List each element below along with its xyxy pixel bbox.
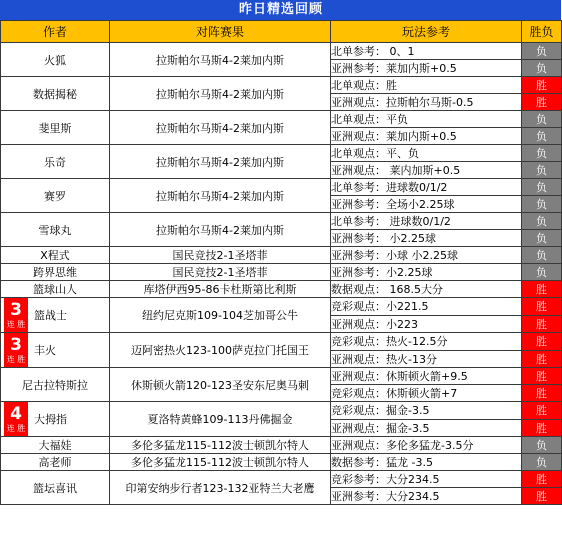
match-result: 国民竞技2-1圣塔菲	[110, 264, 331, 281]
results-table	[0, 20, 562, 505]
table-row	[1, 247, 562, 264]
play-reference: 亚洲参考：小球 小2.25球	[331, 247, 522, 264]
author-name: X程式	[40, 249, 70, 262]
match-result: 拉斯帕尔马斯4-2莱加内斯	[110, 213, 331, 247]
match-result: 拉斯帕尔马斯4-2莱加内斯	[110, 77, 331, 111]
win-streak-badge	[4, 298, 28, 332]
table-row	[1, 179, 562, 196]
match-result: 拉斯帕尔马斯4-2莱加内斯	[110, 43, 331, 77]
play-reference: 亚洲观点： 莱内加斯+0.5	[331, 162, 522, 179]
match-result: 拉斯帕尔马斯4-2莱加内斯	[110, 179, 331, 213]
table-row	[1, 437, 562, 454]
table-row	[1, 402, 562, 420]
play-reference: 竞彩观点：掘金-3.5	[331, 402, 522, 420]
play-reference: 亚洲观点：休斯顿火箭+9.5	[331, 368, 522, 385]
match-result: 库塔伊西95-86卡杜斯第比利斯	[110, 281, 331, 298]
play-reference: 北单参考：进球数0/1/2	[331, 179, 522, 196]
match-result: 迈阿密热火123-100萨克拉门托国王	[110, 333, 331, 368]
match-result: 印第安纳步行者123-132亚特兰大老鹰	[110, 471, 331, 505]
play-reference: 北单观点：平负	[331, 111, 522, 128]
author-name: 尼古拉特斯拉	[22, 378, 88, 392]
author-cell	[1, 145, 110, 179]
play-reference: 亚洲观点：多伦多猛龙-3.5分	[331, 437, 522, 454]
author-cell	[1, 77, 110, 111]
table-row	[1, 333, 562, 351]
match-result: 休斯顿火箭120-123圣安东尼奥马刺	[110, 368, 331, 402]
play-reference: 数据参考：猛龙 -3.5	[331, 454, 522, 471]
result-win-badge: 胜	[522, 488, 562, 505]
author-cell	[1, 43, 110, 77]
win-streak-badge	[4, 402, 28, 436]
table-row	[1, 213, 562, 230]
play-reference: 竞彩观点：小221.5	[331, 298, 522, 316]
match-result: 夏洛特黄蜂109-113丹佛掘金	[110, 402, 331, 437]
table-row	[1, 111, 562, 128]
match-result: 多伦多猛龙115-112波士顿凯尔特人	[110, 437, 331, 454]
author-cell	[1, 298, 110, 333]
match-result: 纽约尼克斯109-104芝加哥公牛	[110, 298, 331, 333]
author-name: 乐奇	[44, 155, 66, 169]
result-win-badge: 胜	[522, 385, 562, 402]
author-cell	[1, 402, 110, 437]
author-name: 数据揭秘	[33, 87, 77, 101]
result-lose-badge: 负	[522, 128, 562, 145]
result-lose-badge: 负	[522, 230, 562, 247]
table-row	[1, 298, 562, 316]
results-body	[1, 43, 562, 505]
header-match: 对阵赛果	[110, 21, 331, 43]
author-name: 斐里斯	[38, 121, 72, 135]
author-cell	[1, 454, 110, 471]
result-lose-badge: 负	[522, 454, 562, 471]
result-lose-badge: 负	[522, 60, 562, 77]
header-result: 胜负	[522, 21, 562, 43]
play-reference: 北单参考： 0、1	[331, 43, 522, 60]
play-reference: 北单观点：胜	[331, 77, 522, 94]
author-name: 篮战士	[34, 309, 67, 322]
result-win-badge: 胜	[522, 368, 562, 385]
table-row	[1, 77, 562, 94]
author-name: 跨界思维	[33, 266, 77, 279]
play-reference: 竞彩观点：休斯顿火箭+7	[331, 385, 522, 402]
result-lose-badge: 负	[522, 162, 562, 179]
win-streak-count: 4	[10, 404, 22, 424]
author-cell	[1, 247, 110, 264]
header-play: 玩法参考	[331, 21, 522, 43]
author-cell	[1, 368, 110, 402]
play-reference: 北单观点：平、负	[331, 145, 522, 162]
match-result: 多伦多猛龙115-112波士顿凯尔特人	[110, 454, 331, 471]
play-reference: 亚洲参考：小2.25球	[331, 264, 522, 281]
match-result: 拉斯帕尔马斯4-2莱加内斯	[110, 145, 331, 179]
win-streak-label: 连 胜	[6, 424, 26, 433]
result-win-badge: 胜	[522, 298, 562, 316]
author-name: 篮坛喜讯	[33, 481, 77, 495]
play-reference: 亚洲观点：掘金-3.5	[331, 419, 522, 437]
header-author: 作者	[1, 21, 110, 43]
result-win-badge: 胜	[522, 333, 562, 351]
table-row	[1, 145, 562, 162]
result-lose-badge: 负	[522, 213, 562, 230]
panel-title: 昨日精选回顾	[0, 0, 561, 20]
author-cell	[1, 437, 110, 454]
win-streak-count: 3	[10, 300, 22, 320]
author-cell	[1, 264, 110, 281]
result-lose-badge: 负	[522, 145, 562, 162]
play-reference: 亚洲参考：全场小2.25球	[331, 196, 522, 213]
match-result: 国民竞技2-1圣塔菲	[110, 247, 331, 264]
result-win-badge: 胜	[522, 402, 562, 420]
result-win-badge: 胜	[522, 471, 562, 488]
result-lose-badge: 负	[522, 196, 562, 213]
play-reference: 亚洲观点：莱加内斯+0.5	[331, 128, 522, 145]
result-win-badge: 胜	[522, 77, 562, 94]
result-win-badge: 胜	[522, 350, 562, 368]
author-name: 丰火	[34, 344, 56, 357]
author-name: 高老师	[38, 456, 72, 469]
table-row	[1, 281, 562, 298]
match-result: 拉斯帕尔马斯4-2莱加内斯	[110, 111, 331, 145]
play-reference: 竞彩参考：大分234.5	[331, 471, 522, 488]
result-win-badge: 胜	[522, 419, 562, 437]
table-row	[1, 43, 562, 60]
author-cell	[1, 111, 110, 145]
author-cell	[1, 333, 110, 368]
author-name: 火狐	[44, 53, 66, 67]
win-streak-label: 连 胜	[6, 355, 26, 364]
author-name: 篮球山人	[33, 283, 77, 296]
result-lose-badge: 负	[522, 264, 562, 281]
result-lose-badge: 负	[522, 247, 562, 264]
play-reference: 亚洲参考：大分234.5	[331, 488, 522, 505]
result-win-badge: 胜	[522, 94, 562, 111]
table-row	[1, 454, 562, 471]
play-reference: 数据观点： 168.5大分	[331, 281, 522, 298]
play-reference: 亚洲参考：莱加内斯+0.5	[331, 60, 522, 77]
header-row	[1, 21, 562, 43]
table-row	[1, 368, 562, 385]
author-name: 赛罗	[44, 189, 66, 203]
table-row	[1, 264, 562, 281]
author-name: 大福娃	[38, 439, 72, 452]
win-streak-count: 3	[10, 335, 22, 355]
author-cell	[1, 179, 110, 213]
play-reference: 亚洲观点：热火-13分	[331, 350, 522, 368]
play-reference: 北单参考： 进球数0/1/2	[331, 213, 522, 230]
author-name: 雪球丸	[38, 223, 72, 237]
author-cell	[1, 281, 110, 298]
result-lose-badge: 负	[522, 437, 562, 454]
play-reference: 竞彩观点：热火-12.5分	[331, 333, 522, 351]
table-row	[1, 471, 562, 488]
result-lose-badge: 负	[522, 43, 562, 60]
win-streak-badge	[4, 333, 28, 367]
play-reference: 亚洲参考： 小2.25球	[331, 230, 522, 247]
author-cell	[1, 213, 110, 247]
author-cell	[1, 471, 110, 505]
result-win-badge: 胜	[522, 315, 562, 333]
result-win-badge: 胜	[522, 281, 562, 298]
author-name: 大拇指	[34, 413, 67, 426]
play-reference: 亚洲观点：小223	[331, 315, 522, 333]
result-lose-badge: 负	[522, 111, 562, 128]
play-reference: 亚洲观点：拉斯帕尔马斯-0.5	[331, 94, 522, 111]
win-streak-label: 连 胜	[6, 320, 26, 329]
result-lose-badge: 负	[522, 179, 562, 196]
